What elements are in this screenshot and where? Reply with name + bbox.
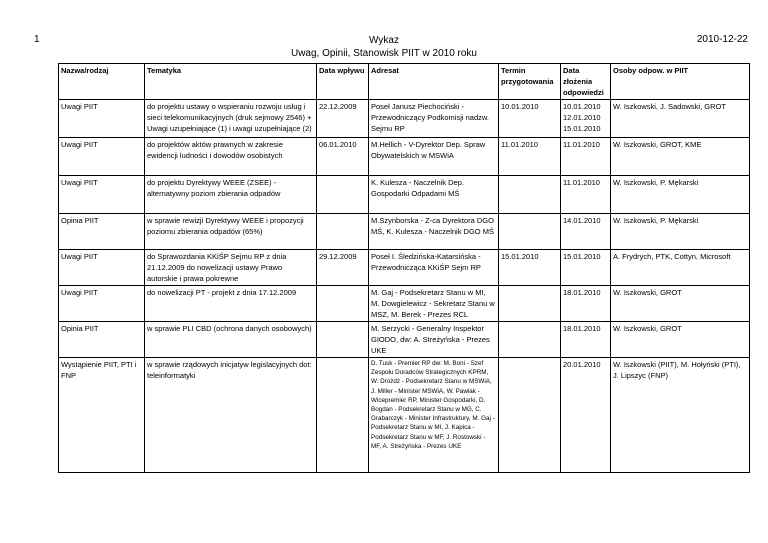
cell-adresat: M. Serzycki - Generalny Inspektor GIODO, dw: A. Streżyńska - Prezes UKE — [369, 322, 499, 358]
cell-data-zlozenia: 18.01.2010 — [561, 322, 611, 358]
page-number: 1 — [34, 34, 40, 45]
cell-termin — [499, 286, 561, 322]
cell-nazwa: Wystąpienie PIIT, PTI i FNP — [59, 358, 145, 473]
cell-nazwa: Opinia PIIT — [59, 214, 145, 250]
cell-termin: 15.01.2010 — [499, 250, 561, 286]
cell-osoby: W. Iszkowski, J. Sadowski, GROT — [611, 100, 750, 138]
cell-osoby: W. Iszkowski, GROT, KME — [611, 138, 750, 176]
cell-data-zlozenia: 15.01.2010 — [561, 250, 611, 286]
cell-tematyka: do projektu ustawy o wspieraniu rozwoju usług i sieci telekomunikacyjnych (druk sejmowy 2546) + Uwagi uzupełniające (1) i uwagi uzupełniające (2) — [145, 100, 317, 138]
cell-osoby: W. Iszkowski (PIIT), M. Hołyński (PTI), J. Lipszyc (FNP) — [611, 358, 750, 473]
table-row — [59, 214, 750, 250]
title-line-1: Wykaz — [369, 35, 399, 46]
cell-termin — [499, 358, 561, 473]
cell-tematyka: w sprawie PLI CBD (ochrona danych osobowych) — [145, 322, 317, 358]
cell-termin: 10.01.2010 — [499, 100, 561, 138]
column-header: Data wpływu — [317, 64, 369, 100]
cell-adresat: M. Gaj - Podsekretarz Stanu w MI, M. Dowgielewicz - Sekretarz Stanu w MSZ, M. Berek - Prezes RCL — [369, 286, 499, 322]
cell-tematyka: do nowelizacji PT - projekt z dnia 17.12.2009 — [145, 286, 317, 322]
submissions-table — [58, 63, 750, 473]
cell-data-zlozenia: 14.01.2010 — [561, 214, 611, 250]
cell-data-zlozenia: 10.01.2010 12.01.2010 15.01.2010 — [561, 100, 611, 138]
cell-data-zlozenia: 11.01.2010 — [561, 138, 611, 176]
cell-data-zlozenia: 18.01.2010 — [561, 286, 611, 322]
table-row — [59, 100, 750, 138]
cell-data-wplywu — [317, 322, 369, 358]
cell-nazwa: Uwagi PIIT — [59, 286, 145, 322]
table-row — [59, 250, 750, 286]
cell-adresat: K. Kulesza - Naczelnik Dep. Gospodarki Odpadami MŚ — [369, 176, 499, 214]
cell-osoby: W. Iszkowski, P. Mękarski — [611, 214, 750, 250]
column-header: Nazwa/rodzaj — [59, 64, 145, 100]
cell-adresat: Poseł I. Śledzińska-Katarsińska - Przewodnicząca KKiŚP Sejm RP — [369, 250, 499, 286]
cell-data-zlozenia: 11.01.2010 — [561, 176, 611, 214]
cell-nazwa: Uwagi PIIT — [59, 100, 145, 138]
cell-data-wplywu: 22.12.2009 — [317, 100, 369, 138]
table-row — [59, 138, 750, 176]
cell-nazwa: Opinia PIIT — [59, 322, 145, 358]
cell-adresat: M.Hellich - V-Dyrektor Dep. Spraw Obywatelskich w MSWiA — [369, 138, 499, 176]
document-date: 2010-12-22 — [696, 34, 748, 45]
cell-nazwa: Uwagi PIIT — [59, 176, 145, 214]
cell-adresat: M.Szynborska - Z-ca Dyrektora DGO MŚ, K. Kulesza - Naczelnik DGO MŚ — [369, 214, 499, 250]
cell-data-zlozenia: 20.01.2010 — [561, 358, 611, 473]
cell-termin — [499, 322, 561, 358]
table-row — [59, 176, 750, 214]
column-header: Adresat — [369, 64, 499, 100]
cell-nazwa: Uwagi PIIT — [59, 138, 145, 176]
cell-tematyka: do projektów aktów prawnych w zakresie ewidencji ludności i dowodów osobistych — [145, 138, 317, 176]
table-row — [59, 358, 750, 473]
cell-adresat: Poseł Janusz Piechociński - Przewodniczący Podkomisji nadzw. Sejmu RP — [369, 100, 499, 138]
cell-termin — [499, 214, 561, 250]
column-header: Termin przygotowania — [499, 64, 561, 100]
cell-tematyka: w sprawie rewizji Dyrektywy WEEE i propozycji poziomu zbierania odpadów (65%) — [145, 214, 317, 250]
cell-data-wplywu — [317, 214, 369, 250]
column-header: Data złożenia odpowiedzi — [561, 64, 611, 100]
cell-tematyka: do projektu Dyrektywy WEEE (ZSEE) - alternatywny poziom zbierania odpadów — [145, 176, 317, 214]
document-title — [0, 34, 768, 60]
cell-adresat: D. Tusk - Premier RP dw: M. Boni - Szef Zespołu Doradców Strategicznych KPRM, W. Drożdż - Podsekretarz Stanu w MSWiA, J. Miller - Minister MSWiA, W. Pawlak - Wicepremier RP, Minister Gospodarki, D. Bogdan - Podsekretarz Stanu w MG, C. Grabarczyk - Minister Infrastruktury, M. Gaj - Podsekretarz Stanu w MI, J. Kapica - Podsekretarz Stanu w MF, J. Rostowski - MF, A. Streżyńska - Prezes UKE — [369, 358, 499, 473]
cell-osoby: W. Iszkowski, GROT — [611, 286, 750, 322]
cell-termin — [499, 176, 561, 214]
cell-osoby: W. Iszkowski, P. Mękarski — [611, 176, 750, 214]
cell-termin: 11.01.2010 — [499, 138, 561, 176]
title-line-2: Uwag, Opinii, Stanowisk PIIT w 2010 roku — [290, 48, 477, 59]
table-row — [59, 286, 750, 322]
cell-data-wplywu: 29.12.2009 — [317, 250, 369, 286]
cell-tematyka: w sprawie rządowych inicjatyw legislacyjnych dot: teleinformatyki — [145, 358, 317, 473]
cell-data-wplywu — [317, 286, 369, 322]
cell-data-wplywu — [317, 358, 369, 473]
column-header: Tematyka — [145, 64, 317, 100]
table-header-row — [59, 64, 750, 100]
cell-osoby: W. Iszkowski, GROT — [611, 322, 750, 358]
column-header: Osoby odpow. w PIIT — [611, 64, 750, 100]
cell-data-wplywu — [317, 176, 369, 214]
cell-osoby: A. Frydrych, PTK, Cottyn, Microsoft — [611, 250, 750, 286]
cell-tematyka: do Sprawozdania KKiŚP Sejmu RP z dnia 21.12.2009 do nowelizacji ustawy Prawo autorskie i prawa pokrewne — [145, 250, 317, 286]
table-row — [59, 322, 750, 358]
cell-nazwa: Uwagi PIIT — [59, 250, 145, 286]
cell-data-wplywu: 06.01.2010 — [317, 138, 369, 176]
